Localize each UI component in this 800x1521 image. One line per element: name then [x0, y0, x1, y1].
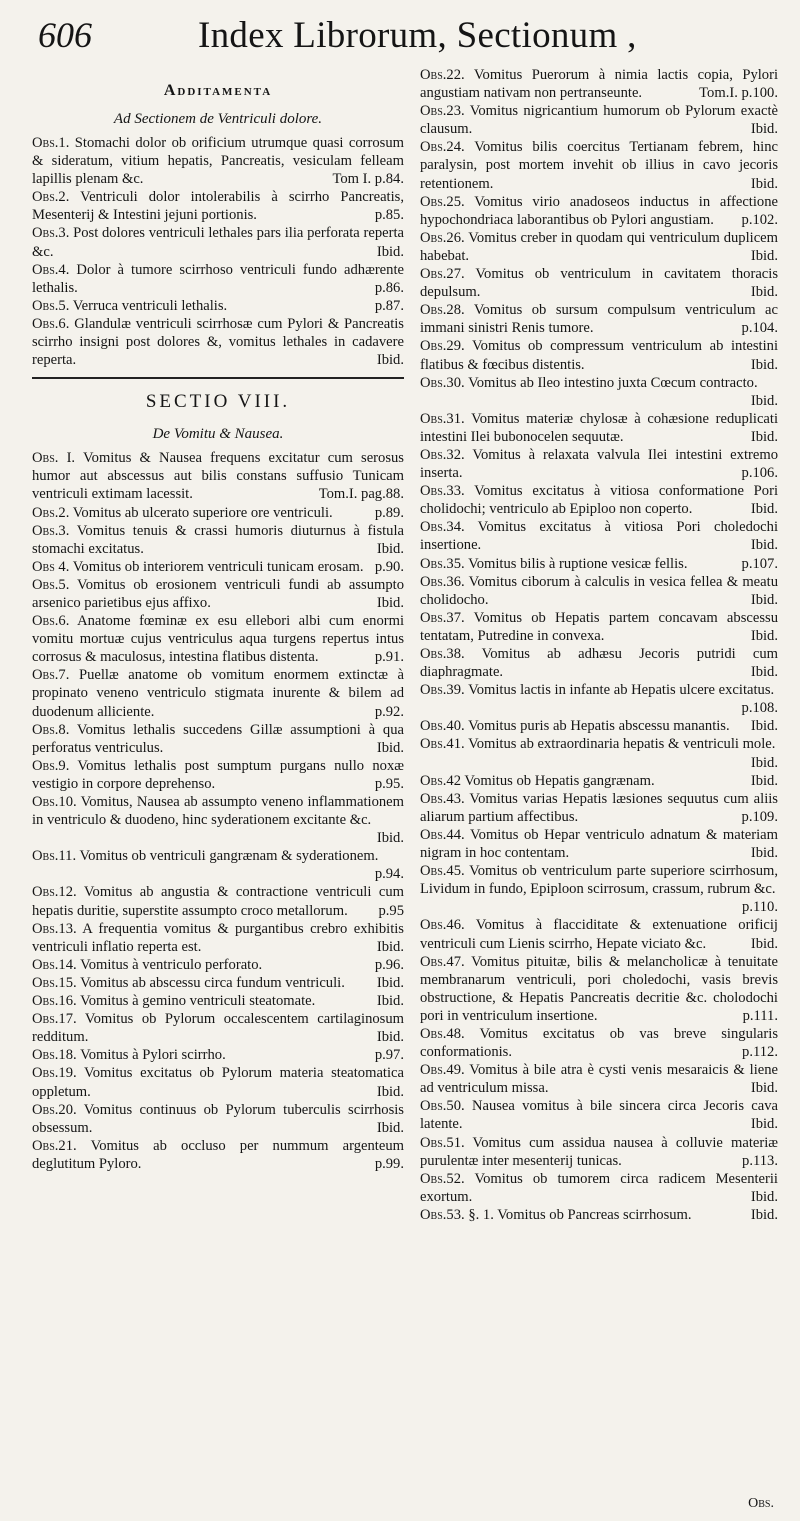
- page-reference: Ibid.: [750, 392, 778, 409]
- index-entry: [420, 301, 778, 337]
- obs-label: Obs.48.: [420, 1025, 465, 1042]
- index-entry: [420, 1170, 778, 1206]
- obs-label: Obs.42: [420, 772, 462, 789]
- index-entry: [32, 1064, 404, 1100]
- obs-text: Vomitus ob interiorem ventriculi tunicam erosam.: [72, 558, 364, 575]
- obs-text: Vomitus à relaxata valvula Ilei intestini extremo inserta.: [420, 446, 778, 482]
- index-entry: [32, 504, 404, 522]
- page-reference: Ibid.: [376, 594, 404, 611]
- page-reference: Ibid.: [750, 627, 778, 644]
- index-entry: [32, 297, 404, 315]
- page-reference: Ibid.: [750, 501, 778, 518]
- obs-label: Obs.6.: [32, 613, 70, 630]
- obs-label: Obs. I.: [32, 450, 76, 467]
- ad-sectionem-heading: Ad Sectionem de Ventriculi dolore.: [113, 111, 323, 127]
- obs-text: Vomitus nigricantium humorum ob Pylorum exactè clausum.: [420, 103, 778, 138]
- index-entry: [420, 717, 778, 735]
- obs-text: Vomitus ob ventriculi gangrænam & syderationem.: [79, 848, 379, 865]
- index-entry: [420, 645, 778, 681]
- index-entry: [32, 612, 404, 666]
- page-reference: Ibid.: [376, 830, 404, 847]
- obs-text: Vomitus virio anadoseos inductus in affectione hypochondriaca laborantibus ob Pylori angustiam.: [420, 193, 778, 228]
- obs-text: §. 1. Vomitus ob Pancreas scirrhosum.: [468, 1206, 692, 1223]
- obs-text: Anatome fœminæ ex esu ellebori albi cum enormi vomitu mortuæ cujus ventriculus aqua turgens repertus intus corrosus & maculosus, intestina flatibus distenta.: [32, 613, 405, 666]
- obs-text: Vomitus ob Hepatis gangrænam.: [464, 772, 655, 789]
- page-reference: Ibid.: [376, 974, 404, 991]
- index-entry: [32, 261, 404, 297]
- page-reference: Ibid.: [750, 754, 778, 771]
- obs-text: Vomitus ciborum à calculis in vesica fellea & meatu cholidocho.: [420, 573, 778, 608]
- obs-label: Obs.3.: [32, 225, 70, 242]
- index-entry: [32, 920, 404, 956]
- obs-label: Obs.3.: [32, 522, 70, 539]
- page-reference: p.104.: [741, 320, 778, 337]
- page-reference: p.89.: [374, 504, 404, 521]
- page-reference: Ibid.: [376, 243, 404, 260]
- obs-label: Obs.2.: [32, 504, 70, 521]
- obs-text: Verruca ventriculi lethalis.: [72, 297, 228, 314]
- index-entry: [32, 956, 404, 974]
- page-reference: p.90.: [374, 558, 404, 575]
- obs-text: Vomitus excitatus à vitiosa conformatione Pori cholidochi; ventriculo ab Epiploo non coperto.: [420, 483, 778, 518]
- obs-label: Obs.5.: [32, 297, 70, 314]
- obs-text: Vomitus ab ulcerato superiore ore ventriculi.: [72, 504, 333, 521]
- obs-text: Vomitus ob Hepatis partem concavam abscessu tentatam, Putredine in convexa.: [420, 609, 778, 644]
- additamenta-heading: Additamenta: [163, 82, 273, 99]
- obs-label: Obs.25.: [420, 193, 465, 210]
- obs-text: Vomitus continuus ob Pylorum tuberculis scirrhosis obsessum.: [32, 1101, 404, 1136]
- de-vomitu-heading: De Vomitu & Nausea.: [152, 426, 284, 443]
- obs-label: Obs.12.: [32, 884, 77, 901]
- obs-label: Obs.22.: [420, 67, 465, 83]
- index-entry: [420, 337, 778, 373]
- obs-text: Puellæ anatome ob vomitum enormem extinctæ à propinato veneno ventriculo stigmata inurente & bilem ad duodenum alliciente.: [32, 667, 404, 720]
- obs-label: Obs.26.: [420, 229, 465, 246]
- obs-label: Obs.18.: [32, 1047, 77, 1064]
- index-entry: [32, 847, 404, 883]
- obs-label: Obs.39.: [420, 682, 465, 699]
- page-reference: Ibid.: [750, 356, 778, 373]
- index-entry: [32, 315, 404, 369]
- obs-label: Obs.13.: [32, 920, 77, 937]
- obs-label: Obs.47.: [420, 953, 465, 970]
- index-entry: [420, 609, 778, 645]
- obs-text: Vomitus ob Hepar ventriculo adnatum & materiam nigram in hoc contentam.: [420, 826, 778, 862]
- index-entry: [32, 522, 404, 558]
- page-reference: Ibid.: [750, 537, 778, 554]
- obs-label: Obs.45.: [420, 863, 465, 880]
- page-reference: p.107.: [741, 555, 778, 572]
- index-entry: [32, 793, 404, 847]
- obs-text: Vomitus ab abscessu circa fundum ventriculi.: [80, 974, 345, 991]
- obs-text: Vomitus bilis coercitus Tertianam febrem, hinc paralysin, post mortem invehit ob illius in cavo jecoris retentionem.: [420, 139, 778, 192]
- obs-text: Vomitus & Nausea frequens excitatur cum serosus humor aut abscessus aut bilis constans suffusio Tunicam ventriculi extimam lacessit.: [32, 450, 404, 503]
- obs-label: Obs.16.: [32, 993, 77, 1010]
- obs-label: Obs.30.: [420, 374, 465, 391]
- obs-label: Obs.31.: [420, 410, 465, 427]
- obs-label: Obs.23.: [420, 103, 465, 120]
- page-reference: p.110.: [742, 899, 778, 916]
- page-reference: p.99.: [374, 1155, 404, 1172]
- obs-text: Vomitus ab occluso per nummum argenteum deglutitum Pyloro.: [32, 1137, 404, 1172]
- obs-label: Obs.11.: [32, 848, 77, 865]
- right-column: [420, 66, 778, 1224]
- obs-text: Glandulæ ventriculi scirrhosæ cum Pylori & Pancreatis scirrho insigni post dolores &, vomitus lethales in cadavere reperta.: [32, 315, 404, 369]
- obs-text: Vomitus ob ventriculum parte superiore scirrhosum, Lividum in fundo, Epiploon scirrosum, crassum, rubrum &c.: [420, 863, 778, 898]
- obs-text: Vomitus lactis in infante ab Hepatis ulcere excitatus.: [468, 682, 775, 699]
- index-entry: [420, 826, 778, 862]
- obs-text: Vomitus excitatus à vitiosa Pori choledochi insertione.: [420, 519, 778, 554]
- index-entry: [32, 1137, 404, 1173]
- obs-text: Vomitus ob ventriculum in cavitatem thoracis depulsum.: [420, 266, 779, 301]
- obs-text: Vomitus ob Pylorum occalescentem cartilaginosum redditum.: [32, 1011, 405, 1046]
- obs-text: Ventriculi dolor intolerabilis à scirrho Pancreatis, Mesenterij & Intestini jejuni portionis.: [32, 189, 404, 224]
- obs-text: Stomachi dolor ob orificium utrumque quasi corrosum & sideratum, vitium hepatis, Pancreatis, vesiculam felleam lapillis plenam &c.: [32, 135, 404, 188]
- obs-label: Obs.38.: [420, 646, 465, 662]
- obs-label: Obs.46.: [420, 917, 465, 934]
- obs-label: Obs.50.: [420, 1098, 465, 1115]
- obs-label: Obs.49.: [420, 1062, 465, 1079]
- obs-label: Obs.15.: [32, 974, 77, 991]
- index-entry: [420, 374, 778, 410]
- page-reference: Ibid.: [750, 284, 778, 301]
- page-reference: p.106.: [741, 465, 778, 482]
- obs-text: Vomitus excitatus ob vas breve singularis conformationis.: [420, 1025, 778, 1061]
- obs-label: Obs.24.: [420, 139, 465, 156]
- obs-text: Vomitus cum assidua nausea à colluvie materiæ purulentæ inter mesenterij tunicas.: [420, 1134, 778, 1169]
- index-entry: [420, 518, 778, 554]
- page-reference: Ibid.: [750, 1206, 778, 1223]
- page-reference: p.97.: [374, 1047, 404, 1064]
- obs-text: Vomitus ob tumorem circa radicem Mesenterii exortum.: [420, 1170, 778, 1205]
- obs-label: Obs.20.: [32, 1101, 77, 1118]
- index-entry: [32, 1010, 404, 1046]
- index-entry: [420, 735, 778, 771]
- index-entry: [32, 1101, 404, 1137]
- page-reference: Ibid.: [750, 718, 778, 735]
- index-entry: [420, 681, 778, 717]
- index-entry: [32, 449, 404, 503]
- section-rule: [32, 377, 404, 379]
- page-reference: p.91.: [374, 649, 404, 666]
- obs-label: Obs 4.: [32, 558, 70, 575]
- obs-label: Obs.21.: [32, 1137, 77, 1154]
- obs-label: Obs.27.: [420, 266, 465, 283]
- page-reference: Ibid.: [750, 1080, 778, 1097]
- page-reference: p.92.: [374, 703, 404, 720]
- index-entry: [420, 862, 778, 916]
- page-reference: p.86.: [374, 279, 404, 296]
- index-entry: [420, 1206, 778, 1224]
- obs-text: Vomitus ab adhæsu Jecoris putridi cum diaphragmate.: [420, 646, 778, 681]
- index-entry: [420, 790, 778, 826]
- page-reference: p.94.: [374, 866, 404, 883]
- page-reference: p.111.: [742, 1007, 778, 1024]
- page-reference: p.85.: [374, 207, 404, 224]
- obs-label: Obs.36.: [420, 573, 465, 590]
- page-reference: Ibid.: [376, 540, 404, 557]
- obs-label: Obs.35.: [420, 555, 465, 572]
- obs-text: Vomitus excitatus ob Pylorum materia steatomatica oppletum.: [32, 1065, 404, 1100]
- page-reference: Ibid.: [376, 1083, 404, 1100]
- index-entry: [420, 555, 778, 573]
- index-entry: [420, 410, 778, 446]
- page-reference: p.112.: [742, 1044, 778, 1061]
- obs-label: Obs.2.: [32, 189, 70, 206]
- obs-label: Obs.53.: [420, 1206, 465, 1223]
- index-entry: [32, 558, 404, 576]
- obs-label: Obs.4.: [32, 261, 70, 278]
- index-entry: [32, 188, 404, 224]
- obs-text: Vomitus ob erosionem ventriculi fundi ab assumpto arsenico parietibus ejus affixo.: [32, 576, 404, 611]
- page-reference: p.95: [378, 902, 404, 919]
- index-entry: [420, 916, 778, 952]
- catchword: Obs.: [748, 1496, 774, 1511]
- obs-label: Obs.6.: [32, 315, 70, 332]
- index-entry: [420, 102, 778, 138]
- index-entry: [32, 224, 404, 260]
- index-entry: [420, 1025, 778, 1061]
- page-reference: Ibid.: [750, 175, 778, 192]
- index-entry: [32, 992, 404, 1010]
- page-reference: Tom.I. pag.88.: [318, 486, 404, 503]
- obs-text: Vomitus Puerorum à nimia lactis copia, Pylori angustiam nativam non pertranseunte.: [420, 67, 779, 102]
- index-entry: [32, 1046, 404, 1064]
- index-entry: [420, 193, 778, 229]
- page-reference: Ibid.: [376, 1029, 404, 1046]
- page-reference: Tom I. p.84.: [332, 171, 404, 188]
- obs-label: Obs.33.: [420, 483, 465, 500]
- obs-text: Vomitus à flacciditate & extenuatione orificij ventriculi cum Lienis scirrho, Hepate viciato &c.: [420, 917, 778, 952]
- page-reference: Ibid.: [750, 1188, 778, 1205]
- index-entry: [420, 482, 778, 518]
- page-reference: Ibid.: [376, 739, 404, 756]
- obs-text: Vomitus lethalis succedens Gillæ assumptioni à qua perforatus ventriculus.: [32, 721, 404, 756]
- left-column: [32, 66, 404, 1173]
- page-reference: p.95.: [374, 775, 404, 792]
- index-entry: [420, 265, 778, 301]
- page-reference: Ibid.: [750, 772, 778, 789]
- obs-text: Vomitus pituitæ, bilis & melancholicæ à tenuitate membranarum ventriculi, pori choledochi, vasis brevis obstructione, & Hepatis Pancreatis decritie &c. cholodochi pori in ventriculum insertione.: [420, 953, 778, 1024]
- vomitus-list-left: [32, 449, 404, 1173]
- obs-text: Vomitus à gemino ventriculi steatomate.: [80, 993, 316, 1010]
- obs-text: Vomitus ob compressum ventriculum ab intestini flatibus & fœcibus distentis.: [420, 338, 778, 373]
- obs-text: Dolor à tumore scirrhoso ventriculi fundo adhærente lethalis.: [32, 261, 404, 296]
- obs-label: Obs.14.: [32, 956, 77, 973]
- index-entry: [32, 757, 404, 793]
- page-reference: Ibid.: [750, 591, 778, 608]
- index-entry: [32, 974, 404, 992]
- obs-label: Obs.9.: [32, 757, 70, 774]
- obs-text: Vomitus ab Ileo intestino juxta Cœcum contracto.: [468, 374, 758, 391]
- obs-label: Obs.41.: [420, 736, 465, 753]
- obs-text: Nausea vomitus à bile sincera circa Jecoris cava latente.: [420, 1098, 778, 1133]
- index-entry: [32, 134, 404, 188]
- page-reference: p.109.: [741, 808, 778, 825]
- page-reference: Ibid.: [750, 247, 778, 264]
- page-reference: Ibid.: [750, 935, 778, 952]
- index-entry: [32, 576, 404, 612]
- obs-text: Vomitus ab angustia & contractione ventriculi cum hepatis duritie, superstite assumpto croco metallorum.: [32, 884, 404, 919]
- obs-text: Vomitus creber in quodam qui ventriculum duplicem habebat.: [420, 229, 779, 264]
- index-entry: [420, 66, 778, 102]
- obs-label: Obs.5.: [32, 576, 70, 593]
- obs-text: Vomitus à bile atra è cysti venis mesaraicis & liene ad ventriculum missa.: [420, 1062, 778, 1097]
- page-reference: Tom.I. p.100.: [699, 85, 778, 102]
- obs-text: Vomitus, Nausea ab assumpto veneno inflammationem in ventriculo & duodeno, hinc syderationem excitante &c.: [32, 794, 404, 829]
- obs-label: Obs.34.: [420, 519, 465, 536]
- obs-label: Obs.51.: [420, 1134, 465, 1151]
- obs-label: Obs.7.: [32, 667, 70, 684]
- obs-text: Vomitus à ventriculo perforato.: [80, 956, 263, 973]
- page-reference: p.96.: [374, 956, 404, 973]
- page-reference: p.108.: [741, 700, 778, 717]
- index-entry: [420, 1134, 778, 1170]
- page-reference: Ibid.: [376, 993, 404, 1010]
- index-entry: [32, 721, 404, 757]
- obs-text: Vomitus ob sursum compulsum ventriculum ac immani sinistri Renis tumore.: [420, 302, 778, 337]
- obs-text: Vomitus lethalis post sumptum purgans nullo noxæ vestigio in corpore deprehenso.: [32, 757, 404, 792]
- index-entry: [420, 573, 778, 609]
- page-reference: Ibid.: [750, 1116, 778, 1133]
- obs-text: Vomitus à Pylori scirrho.: [80, 1047, 226, 1064]
- index-entry: [420, 772, 778, 790]
- page-reference: p.113.: [742, 1152, 778, 1169]
- page-reference: Ibid.: [376, 1119, 404, 1136]
- obs-label: Obs.19.: [32, 1065, 77, 1082]
- obs-label: Obs.32.: [420, 446, 465, 463]
- obs-text: Post dolores ventriculi lethales pars ilia perforata reperta &c.: [32, 225, 405, 260]
- page-reference: Ibid.: [750, 845, 778, 862]
- index-entry: [32, 666, 404, 720]
- obs-label: Obs.52.: [420, 1170, 465, 1187]
- page-number: 606: [38, 15, 92, 55]
- vomitus-list-right: [420, 66, 778, 1224]
- running-head: Index Librorum, Sectionum ,: [198, 15, 637, 56]
- additamenta-list: [32, 134, 404, 369]
- obs-text: Vomitus tenuis & crassi humoris diuturnus à fistula stomachi excitatus.: [32, 522, 405, 557]
- index-entry: [420, 446, 778, 482]
- obs-text: Vomitus materiæ chylosæ à cohæsione reduplicati intestini Ilei bubonocelen sequutæ.: [420, 410, 779, 445]
- obs-text: Vomitus bilis à ruptione vesicæ fellis.: [468, 555, 688, 572]
- page-reference: p.87.: [374, 297, 404, 314]
- obs-text: Vomitus varias Hepatis læsiones sequutus cum aliis aliarum partium affectibus.: [420, 790, 778, 825]
- index-entry: [32, 883, 404, 919]
- index-entry: [420, 953, 778, 1025]
- index-entry: [420, 1097, 778, 1133]
- obs-label: Obs.44.: [420, 826, 465, 843]
- sectio-heading: SECTIO VIII.: [145, 391, 291, 413]
- page-reference: Ibid.: [376, 938, 404, 955]
- obs-label: Obs.10.: [32, 794, 77, 810]
- index-entry: [420, 229, 778, 265]
- obs-label: Obs.37.: [420, 609, 465, 626]
- page-reference: p.102.: [741, 211, 778, 228]
- obs-label: Obs.40.: [420, 718, 465, 735]
- obs-label: Obs.1.: [32, 135, 70, 151]
- index-entry: [420, 138, 778, 192]
- page-reference: Ibid.: [750, 428, 778, 445]
- obs-label: Obs.8.: [32, 721, 70, 738]
- obs-label: Obs.29.: [420, 338, 465, 355]
- page-reference: Ibid.: [750, 664, 778, 681]
- obs-label: Obs.43.: [420, 790, 465, 807]
- obs-text: Vomitus ab extraordinaria hepatis & ventriculi mole.: [468, 736, 776, 753]
- obs-label: Obs.17.: [32, 1011, 77, 1028]
- obs-text: Vomitus puris ab Hepatis abscessu manantis.: [468, 718, 730, 735]
- index-entry: [420, 1061, 778, 1097]
- obs-text: A frequentia vomitus & purgantibus crebro exhibitis ventriculi inflatio reperta est.: [32, 920, 404, 955]
- page-reference: Ibid.: [376, 352, 404, 369]
- obs-label: Obs.28.: [420, 302, 465, 319]
- page-reference: Ibid.: [750, 121, 778, 138]
